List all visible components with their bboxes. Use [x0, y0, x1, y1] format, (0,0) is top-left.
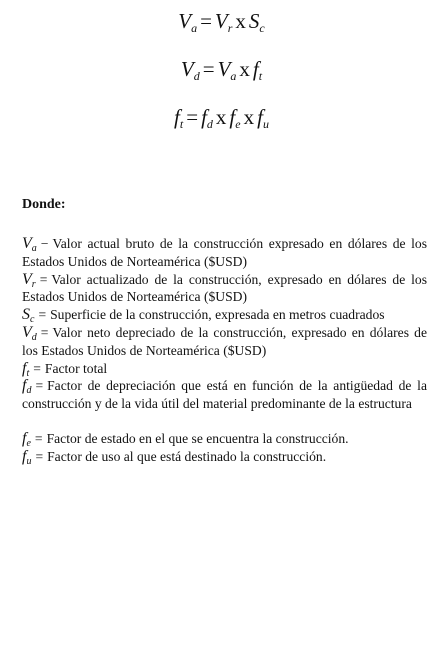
- formula-term: f: [257, 105, 263, 129]
- definition-text: Valor actual bruto de la construcción expresado en dólares de los Estados Unidos de Norteamérica ($USD): [22, 236, 427, 269]
- formula-lhs-sub: a: [191, 21, 198, 35]
- definition-symbol: $f_d$: [22, 377, 32, 397]
- formula-lhs-sub: t: [179, 117, 184, 131]
- formula-equals: =: [202, 57, 215, 81]
- formula-lhs: f: [174, 105, 180, 129]
- definition-symbol: $V_d$: [22, 323, 37, 343]
- definition-text: Factor de depreciación que está en función de la antigüedad de la construcción y de la vida útil del material predominante de la estructura: [22, 378, 427, 412]
- definition-symbol: $S_c$: [22, 306, 35, 326]
- formula-term-sub: u: [262, 117, 269, 131]
- definitions-list: [22, 235, 427, 466]
- definition-item: [22, 377, 427, 413]
- formula-term-sub: r: [227, 21, 233, 35]
- definition-text: Valor actualizado de la construcción, expresado en dólares de los Estados Unidos de Norteamérica ($USD): [22, 271, 427, 305]
- definition-text: Factor total: [44, 360, 108, 376]
- formula-equals: =: [186, 105, 199, 129]
- formula-term-sub: t: [258, 69, 263, 83]
- formula-term: S: [248, 9, 260, 33]
- definition-separator: −: [40, 236, 49, 251]
- definition-symbol: $V_r$: [22, 270, 36, 290]
- definition-separator: =: [34, 430, 43, 446]
- formula-times: x: [239, 57, 250, 81]
- definition-item: [22, 306, 427, 324]
- formula-term-sub: a: [230, 69, 237, 83]
- formula-times: x: [243, 105, 255, 129]
- definition-item: [22, 235, 427, 271]
- formula-term: f: [229, 105, 236, 129]
- formula-2: [0, 56, 443, 82]
- section-heading: Donde:: [22, 197, 66, 212]
- formula-times: x: [235, 9, 246, 33]
- formula-lhs: V: [178, 9, 192, 33]
- definition-text: Factor de estado en el que se encuentra la construcción.: [46, 430, 349, 446]
- definition-separator: =: [35, 448, 44, 464]
- definition-symbol: $V_a$: [22, 235, 37, 254]
- definition-separator: =: [39, 271, 48, 287]
- formula-3: [0, 104, 443, 130]
- formula-lhs-sub: d: [193, 69, 200, 83]
- definition-symbol: $f_u$: [22, 447, 32, 467]
- definition-separator: =: [38, 307, 47, 323]
- formula-term: V: [214, 9, 228, 33]
- formula-term-sub: d: [206, 117, 213, 131]
- definition-separator: =: [35, 378, 44, 394]
- formula-term: f: [201, 105, 207, 129]
- definition-text: Superficie de la construcción, expresada en metros cuadrados: [50, 307, 385, 323]
- definition-item: [22, 360, 427, 378]
- definition-text: Factor de uso al que está destinado la construcción.: [47, 448, 327, 464]
- definition-separator: =: [40, 324, 49, 340]
- formula-term: V: [217, 57, 231, 81]
- definition-text: Valor neto depreciado de la construcción, expresado en dólares de los Estados Unidos de Norteamérica ($USD): [22, 324, 427, 358]
- formula-equals: =: [200, 9, 212, 33]
- definition-separator: =: [33, 360, 41, 376]
- formula-term-sub: c: [259, 21, 265, 35]
- definition-item: [22, 324, 427, 360]
- definition-item: [22, 430, 427, 448]
- formula-lhs: V: [180, 57, 194, 81]
- formula-times: x: [215, 105, 227, 129]
- formula-term: f: [252, 57, 259, 81]
- formula-1: [0, 8, 443, 34]
- definition-item: [22, 448, 427, 466]
- definition-item: [22, 271, 427, 307]
- definition-symbol: $f_t$: [22, 359, 30, 379]
- formula-term-sub: e: [235, 117, 241, 131]
- definition-symbol: $f_e$: [22, 429, 31, 449]
